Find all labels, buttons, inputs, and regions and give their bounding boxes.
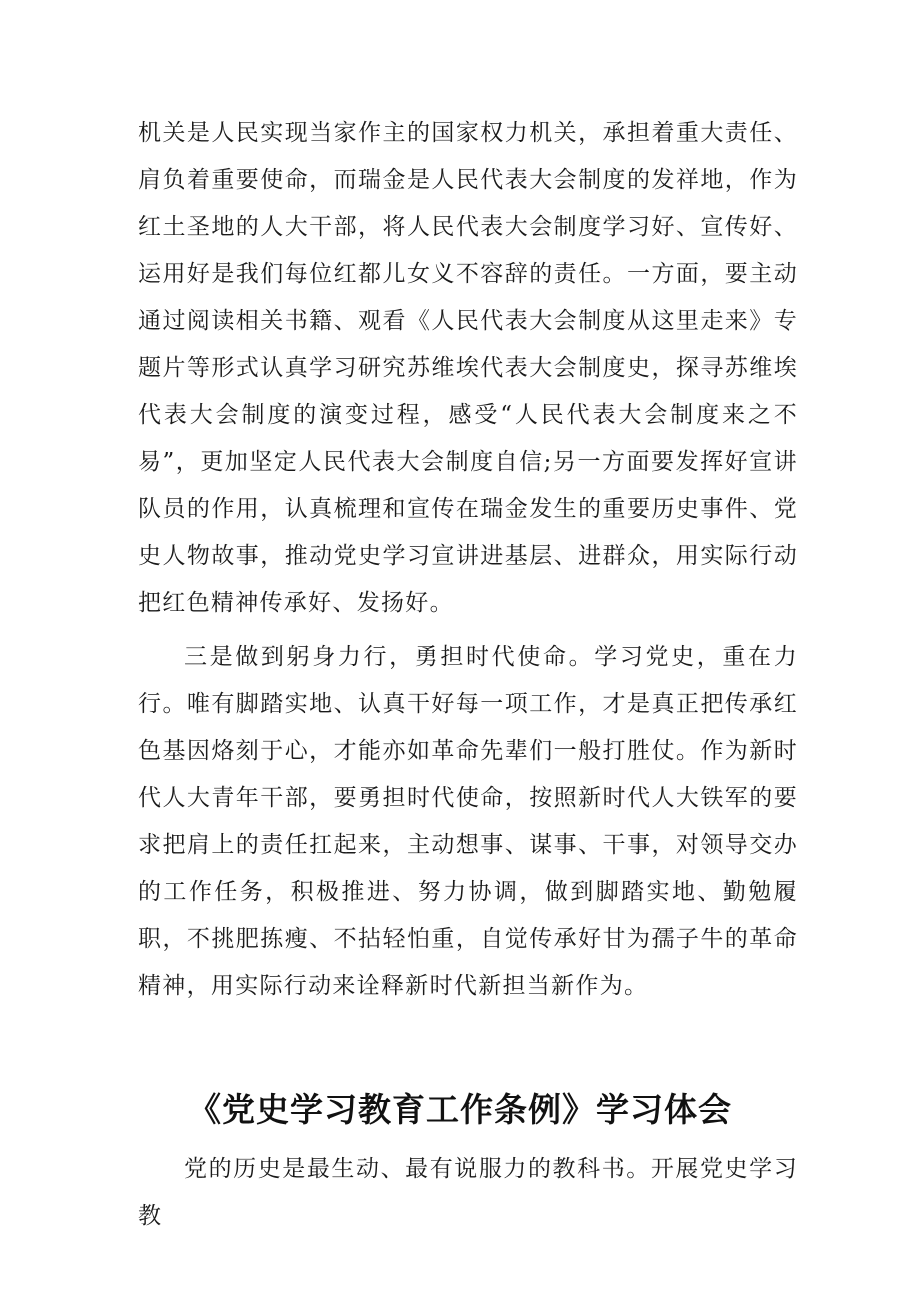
paragraph-three: 三是做到躬身力行，勇担时代使命。学习党史，重在力行。唯有脚踏实地、认真干好每一项工作，才是真正把传承红色基因烙刻于心，才能亦如革命先辈们一般打胜仗。作为新时代人大青年干部，要勇担时代使命，按照新时代人大铁军的要求把肩上的责任扛起来，主动想事、谋事、干事，对领导交办的工作任务，积极推进、努力协调，做到脚踏实地、勤勉履职，不挑肥拣瘦、不拈轻怕重，自觉传承好甘为孺子牛的革命精神，用实际行动来诠释新时代新担当新作为。 [138,644,798,999]
section-title: 《党史学习教育工作条例》学习体会 [188,1090,732,1129]
section-intro-paragraph: 党的历史是最生动、最有说服力的教科书。开展党史学习教 [138,1156,798,1229]
paragraph-continued: 机关是人民实现当家作主的国家权力机关，承担着重大责任、肩负着重要使命，而瑞金是人民代表大会制度的发祥地，作为红土圣地的人大干部，将人民代表大会制度学习好、宣传好、运用好是我们每位红都儿女义不容辞的责任。一方面，要主动通过阅读相关书籍、观看《人民代表大会制度从这里走来》专题片等形式认真学习研究苏维埃代表大会制度史，探寻苏维埃代表大会制度的演变过程，感受“人民代表大会制度来之不易”，更加坚定人民代表大会制度自信;另一方面要发挥好宣讲队员的作用，认真梳理和宣传在瑞金发生的重要历史事件、党史人物故事，推动党史学习宣讲进基层、进群众，用实际行动把红色精神传承好、发扬好。 [138,120,798,616]
